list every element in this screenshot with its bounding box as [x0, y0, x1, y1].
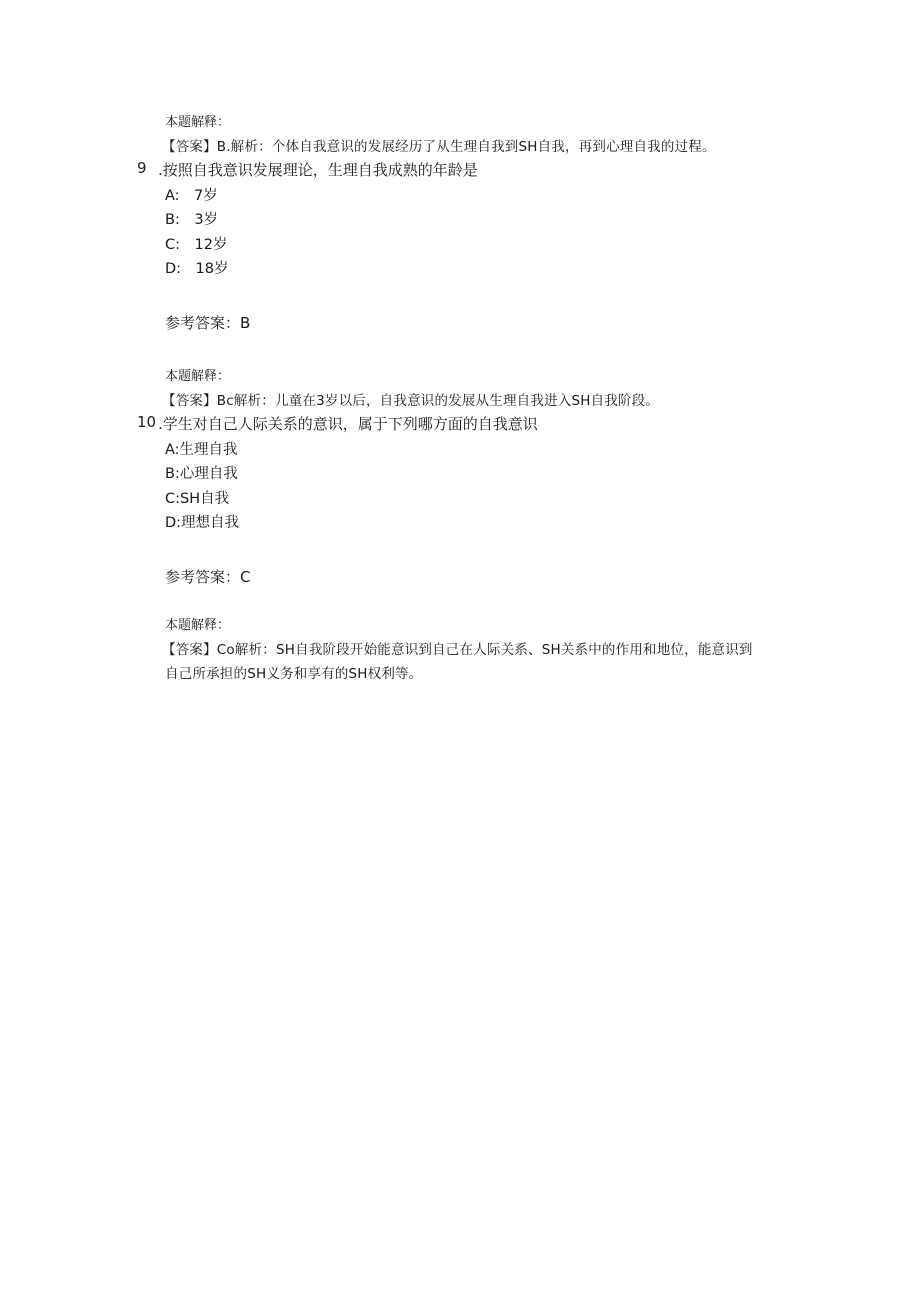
option-b: B: 3岁: [165, 212, 219, 228]
question-text: .学生对自己人际关系的意识，属于下列哪方面的自我意识: [158, 415, 538, 433]
option-d: D:理想自我: [165, 515, 240, 531]
option-d: D: 18岁: [165, 261, 229, 277]
question-number: 10: [137, 413, 157, 431]
explanation-title: 本题解释：: [165, 618, 231, 633]
option-a: A: 7岁: [165, 188, 218, 204]
option-c: C: 12岁: [165, 237, 228, 253]
option-a: A:生理自我: [165, 442, 238, 458]
explanation-text: 【答案】Bc解析：儿童在3岁以后，自我意识的发展从生理自我进入SH自我阶段。: [162, 393, 660, 409]
question-text: .按照自我意识发展理论，生理自我成熟的年龄是: [158, 161, 478, 179]
explanation-text: 【答案】B.解析：个体自我意识的发展经历了从生理自我到SH自我，再到心理自我的过程。: [162, 139, 716, 155]
explanation-title: 本题解释：: [165, 369, 231, 384]
explanation-text: 自己所承担的SH义务和享有的SH权利等。: [165, 666, 423, 682]
option-b: B:心理自我: [165, 466, 238, 482]
reference-answer: 参考答案：C: [165, 568, 251, 586]
option-c: C:SH自我: [165, 491, 230, 507]
explanation-text: 【答案】Co解析：SH自我阶段开始能意识到自己在人际关系、SH关系中的作用和地位，能意识到: [162, 642, 753, 658]
explanation-title: 本题解释：: [165, 115, 231, 130]
reference-answer: 参考答案：B: [165, 314, 251, 332]
question-number: 9: [137, 159, 147, 177]
